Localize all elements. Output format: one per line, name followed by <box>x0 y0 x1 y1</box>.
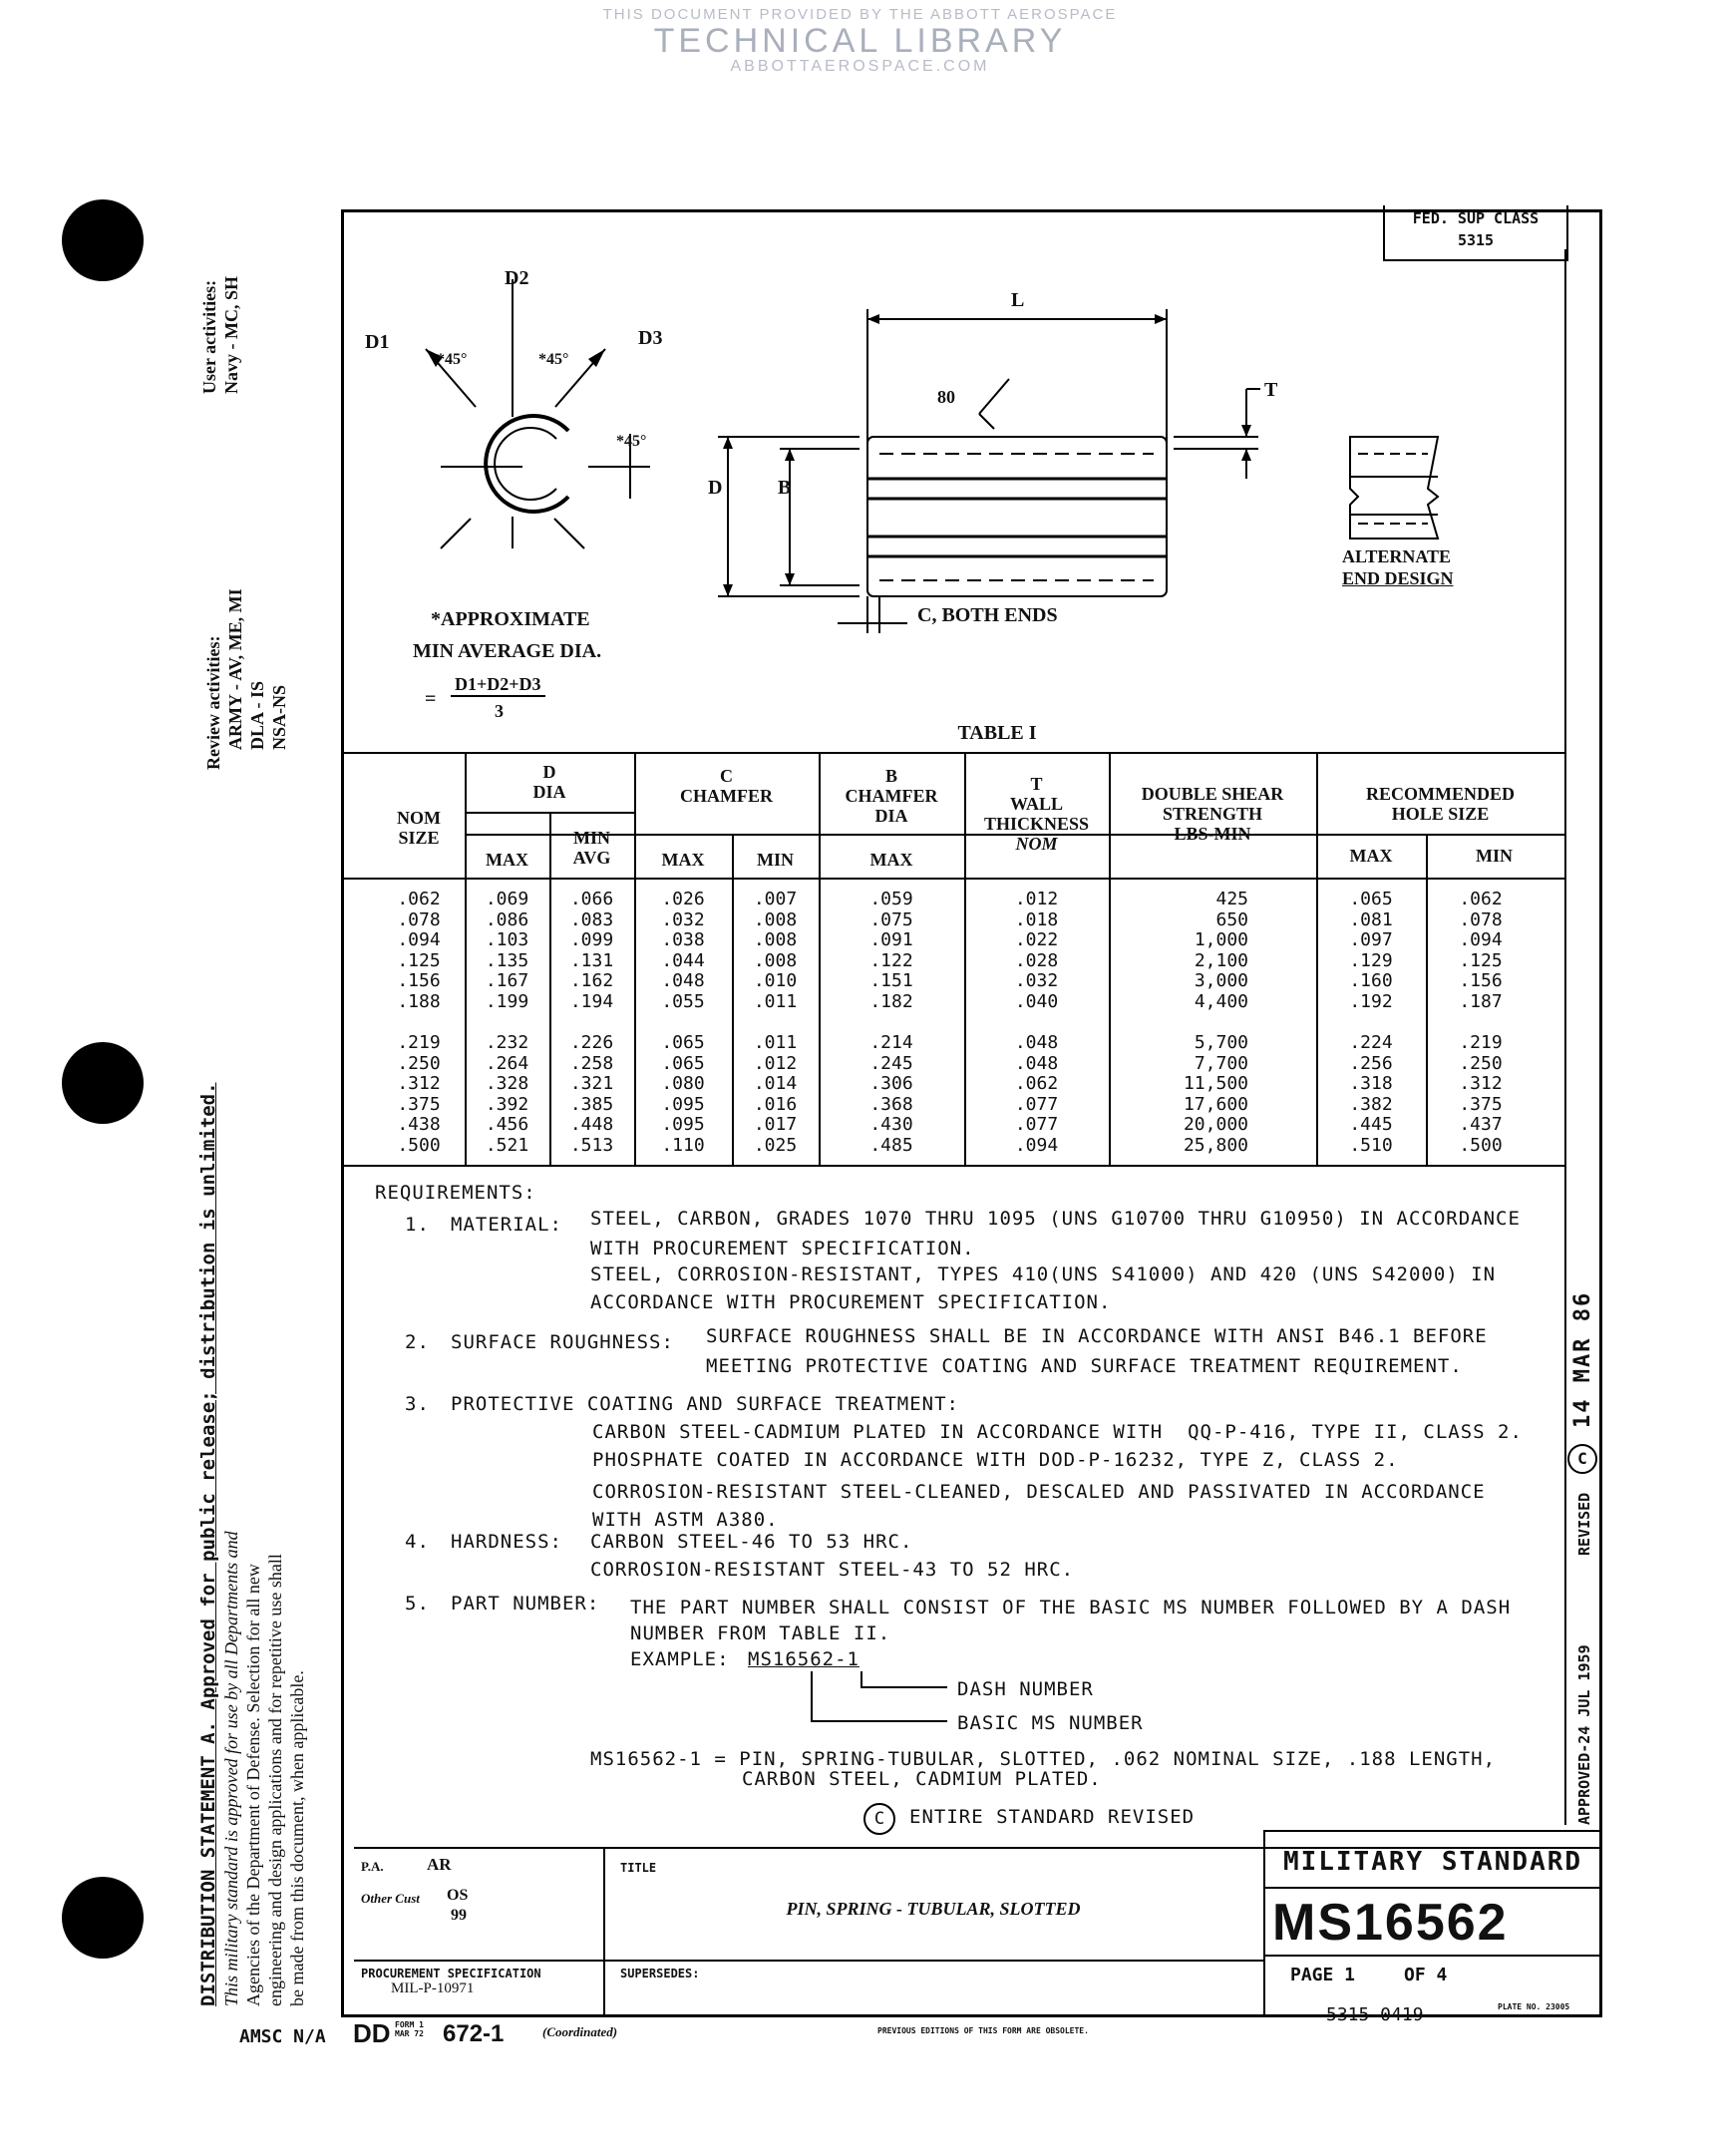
table-cell: .065 <box>661 1052 705 1074</box>
req3-line3: CORROSION-RESISTANT STEEL-CLEANED, DESCALED AND PASSIVATED IN ACCORDANCE <box>592 1481 1486 1503</box>
table-cell: .385 <box>569 1093 614 1115</box>
binder-hole-top <box>62 199 144 281</box>
req5-example-label: EXAMPLE: <box>630 1648 730 1670</box>
table-cell: .445 <box>1349 1114 1393 1136</box>
angle-label-left: *45° <box>437 351 468 368</box>
table-cell: .017 <box>753 1114 798 1136</box>
col-bmax-g1 <box>819 890 964 1013</box>
label-length: L <box>1011 289 1025 311</box>
table-cell: .028 <box>1014 949 1059 971</box>
req1-number: 1. <box>405 1214 430 1236</box>
example-line2: CARBON STEEL, CADMIUM PLATED. <box>742 1768 1102 1790</box>
col-t-g1 <box>964 890 1109 1013</box>
table-cell: .008 <box>753 908 798 930</box>
header-c-min: MIN <box>757 850 794 870</box>
table-cell: 650 <box>1215 908 1248 930</box>
table-cell: .032 <box>661 908 705 930</box>
req4-line1: CARBON STEEL-46 TO 53 HRC. <box>590 1531 913 1553</box>
header-hole-min: MIN <box>1476 846 1513 866</box>
label-d2: D2 <box>505 267 529 289</box>
table-cell: .156 <box>1459 970 1503 992</box>
procurement-value: MIL-P-10971 <box>391 1980 475 1996</box>
req3-line4: WITH ASTM A380. <box>592 1509 779 1531</box>
req4-label: HARDNESS: <box>451 1531 562 1553</box>
previous-editions-note: PREVIOUS EDITIONS OF THIS FORM ARE OBSOLETE. <box>877 2026 1089 2035</box>
col-dmin-g1 <box>549 890 634 1013</box>
table-cell: .125 <box>1459 949 1503 971</box>
binder-hole-middle <box>62 1042 144 1124</box>
table-cell: .007 <box>753 889 798 909</box>
table-cell: .125 <box>397 949 441 971</box>
table-cell: .065 <box>1349 889 1393 909</box>
distribution-line-3: Agencies of the Department of Defense. Selection for all new <box>243 1564 263 2006</box>
supersedes-label: SUPERSEDES: <box>620 1967 700 1980</box>
military-standard-label: MILITARY STANDARD <box>1282 1847 1583 1877</box>
other-cust-label: Other Cust <box>361 1891 420 1906</box>
table-cell: .131 <box>569 949 614 971</box>
pa-value: AR <box>427 1855 452 1874</box>
table-cell: .022 <box>1014 929 1059 951</box>
table-cell: .392 <box>485 1093 529 1115</box>
header-b-max: MAX <box>869 850 913 870</box>
req5-line2: NUMBER FROM TABLE II. <box>630 1622 891 1644</box>
col-cmax-g2 <box>634 1033 732 1157</box>
table-cell: .312 <box>397 1073 441 1095</box>
col-dmax-g2 <box>465 1033 549 1157</box>
req3-label: PROTECTIVE COATING AND SURFACE TREATMENT: <box>451 1393 959 1415</box>
chamfer-note: C, BOTH ENDS <box>917 604 1058 626</box>
table-cell: 425 <box>1215 889 1248 909</box>
table-cell: .048 <box>1014 1052 1059 1074</box>
table-cell: .065 <box>661 1032 705 1053</box>
req5-line1: THE PART NUMBER SHALL CONSIST OF THE BASIC MS NUMBER FOLLOWED BY A DASH <box>630 1597 1512 1618</box>
plate-number: PLATE NO. 23005 <box>1498 2002 1570 2011</box>
library-title: TECHNICAL LIBRARY <box>653 22 1067 60</box>
table-cell: .016 <box>753 1093 798 1115</box>
table-cell: .083 <box>569 908 614 930</box>
table-cell: .129 <box>1349 949 1393 971</box>
table-cell: .110 <box>661 1134 705 1156</box>
table-cell: .448 <box>569 1114 614 1136</box>
header-hole-max: MAX <box>1349 846 1393 866</box>
fed-sup-class-value: 5315 <box>1457 231 1495 249</box>
table-d-subborder <box>465 812 634 814</box>
revised-circle-icon: C <box>1567 1444 1597 1474</box>
other-cust-value-1: OS <box>447 1887 469 1904</box>
alternate-end-1: ALTERNATE <box>1342 546 1452 566</box>
req1-line1: STEEL, CARBON, GRADES 1070 THRU 1095 (UNS G10700 THRU G10950) IN ACCORDANCE <box>590 1208 1521 1230</box>
title-block-page-top <box>1263 1830 1602 1832</box>
table-cell: .245 <box>869 1052 913 1074</box>
req2-line2: MEETING PROTECTIVE COATING AND SURFACE TREATMENT REQUIREMENT. <box>706 1355 1463 1377</box>
distribution-line-4: engineering and design applications and for repetitive use shall <box>265 1554 285 2006</box>
alternate-end-2: END DESIGN <box>1342 568 1454 588</box>
table-cell: .012 <box>1014 889 1059 909</box>
table-cell: .081 <box>1349 908 1393 930</box>
dd-form-date: FORM 1 MAR 72 <box>395 2020 424 2038</box>
req5-number: 5. <box>405 1593 430 1615</box>
table-cell: .011 <box>753 990 798 1012</box>
table-cell: .078 <box>397 908 441 930</box>
review-activities-label: Review activities: <box>203 635 223 770</box>
amsc-note: AMSC N/A <box>239 2026 326 2047</box>
table-bottom-border <box>341 1165 1564 1167</box>
table-cell: .018 <box>1014 908 1059 930</box>
title-block-ms-divider <box>1263 1887 1602 1889</box>
req1-line2: WITH PROCUREMENT SPECIFICATION. <box>590 1238 975 1259</box>
distribution-line-2: This military standard is approved for use by all Departments and <box>221 1531 241 2006</box>
table-cell: .091 <box>869 929 913 951</box>
col-shear-g2 <box>1109 1033 1248 1157</box>
table-cell: .048 <box>1014 1032 1059 1053</box>
document-code: 5315-0419 <box>1326 2004 1424 2025</box>
table-cell: .250 <box>1459 1052 1503 1074</box>
review-list-1: ARMY - AV, ME, MI <box>225 588 245 750</box>
table-cell: .008 <box>753 949 798 971</box>
approved-date: APPROVED-24 JUL 1959 <box>1575 1644 1593 1825</box>
table-cell: .513 <box>569 1134 614 1156</box>
table-cell: .066 <box>569 889 614 909</box>
table-cell: .094 <box>1459 929 1503 951</box>
header-hole-size: RECOMMENDED HOLE SIZE <box>1366 784 1515 824</box>
table-cell: .038 <box>661 929 705 951</box>
table-cell: .012 <box>753 1052 798 1074</box>
table-cell: .135 <box>485 949 529 971</box>
label-d3: D3 <box>638 327 663 349</box>
col-nom-g1 <box>379 890 459 1013</box>
col-hmin-g2 <box>1426 1033 1536 1157</box>
coordinated-note: (Coordinated) <box>542 2024 618 2039</box>
title-block-lower <box>354 1960 1263 1962</box>
page-total: OF 4 <box>1404 1965 1448 1985</box>
header-c: C CHAMFER <box>680 766 773 806</box>
revised-label: REVISED <box>1575 1492 1593 1556</box>
table-cell: .250 <box>397 1052 441 1074</box>
table-cell: .182 <box>869 990 913 1012</box>
table-cell: 4,400 <box>1194 990 1248 1012</box>
req4-number: 4. <box>405 1531 430 1553</box>
user-activities-label: User activities: <box>199 279 219 394</box>
req2-label: SURFACE ROUGHNESS: <box>451 1331 674 1353</box>
title-block-col-1 <box>603 1847 605 2017</box>
header-d: D DIA <box>532 762 566 802</box>
table-cell: .077 <box>1014 1114 1059 1136</box>
title-block-page-divider <box>1263 1955 1602 1957</box>
table-cell: .192 <box>1349 990 1393 1012</box>
table-top-border <box>341 752 1564 754</box>
table-cell: .306 <box>869 1073 913 1095</box>
table-cell: .328 <box>485 1073 529 1095</box>
dd-form-label: DD <box>353 2018 391 2048</box>
right-strip-divider <box>1564 249 1566 1825</box>
distribution-statement: DISTRIBUTION STATEMENT A. Approved for public release; distribution is unlimited. <box>197 1082 219 2006</box>
table-cell: .521 <box>485 1134 529 1156</box>
library-url: ABBOTTAEROSPACE.COM <box>730 58 990 75</box>
table-cell: .014 <box>753 1073 798 1095</box>
table-hole-subborder <box>1316 834 1564 836</box>
basic-ms-label: BASIC MS NUMBER <box>957 1712 1144 1734</box>
table-cell: .008 <box>753 929 798 951</box>
table-cell: 2,100 <box>1194 949 1248 971</box>
table-cell: .500 <box>397 1134 441 1156</box>
table-cell: .160 <box>1349 970 1393 992</box>
req2-line1: SURFACE ROUGHNESS SHALL BE IN ACCORDANCE WITH ANSI B46.1 BEFORE <box>706 1325 1488 1347</box>
table-cell: .224 <box>1349 1032 1393 1053</box>
table-cell: .226 <box>569 1032 614 1053</box>
table-cell: .026 <box>661 889 705 909</box>
table-cell: .437 <box>1459 1114 1503 1136</box>
formula-denominator: 3 <box>495 701 504 721</box>
table-cell: .485 <box>869 1134 913 1156</box>
req5-example: MS16562-1 <box>748 1648 860 1670</box>
table-cell: .011 <box>753 1032 798 1053</box>
table-cell: .438 <box>397 1114 441 1136</box>
table-cell: .077 <box>1014 1093 1059 1115</box>
table-cell: .048 <box>661 970 705 992</box>
angle-label-lower: *45° <box>616 433 647 450</box>
table-cell: .312 <box>1459 1073 1503 1095</box>
copyright-circle-icon: C <box>863 1803 895 1835</box>
dd-form-number: 672-1 <box>443 2020 505 2047</box>
label-wall-t: T <box>1264 379 1278 401</box>
formula-numerator: D1+D2+D3 <box>451 674 545 697</box>
table-cell: .062 <box>397 889 441 909</box>
example-line1: MS16562-1 = PIN, SPRING-TUBULAR, SLOTTED, .062 NOMINAL SIZE, .188 LENGTH, <box>590 1748 1497 1770</box>
table-cell: .103 <box>485 929 529 951</box>
header-double-shear: DOUBLE SHEAR STRENGTH LBS-MIN <box>1141 784 1284 844</box>
binder-hole-bottom <box>62 1877 144 1959</box>
col-hmax-g1 <box>1316 890 1426 1013</box>
req1-label: MATERIAL: <box>451 1214 562 1236</box>
angle-label-right: *45° <box>538 351 569 368</box>
document-title: PIN, SPRING - TUBULAR, SLOTTED <box>786 1899 1081 1919</box>
req3-line1: CARBON STEEL-CADMIUM PLATED IN ACCORDANCE WITH QQ-P-416, TYPE II, CLASS 2. <box>592 1421 1523 1443</box>
table-cell: .062 <box>1014 1073 1059 1095</box>
pin-drawing <box>341 249 1562 748</box>
table-cell: .318 <box>1349 1073 1393 1095</box>
table-cell: .075 <box>869 908 913 930</box>
provider-line: THIS DOCUMENT PROVIDED BY THE ABBOTT AEROSPACE <box>602 6 1118 23</box>
table-cell: 17,600 <box>1183 1093 1248 1115</box>
table-cell: .256 <box>1349 1052 1393 1074</box>
review-list-3: NSA-NS <box>269 684 289 750</box>
table-cell: .194 <box>569 990 614 1012</box>
table-cell: 7,700 <box>1194 1052 1248 1074</box>
col-cmax-g1 <box>634 890 732 1013</box>
header-t: T WALL THICKNESS NOM <box>983 774 1090 854</box>
procurement-label: PROCUREMENT SPECIFICATION <box>361 1967 541 1980</box>
table-cell: .078 <box>1459 908 1503 930</box>
table-cell: .059 <box>869 889 913 909</box>
table-cell: .232 <box>485 1032 529 1053</box>
req4-line2: CORROSION-RESISTANT STEEL-43 TO 52 HRC. <box>590 1559 1075 1581</box>
table-cell: .456 <box>485 1114 529 1136</box>
distribution-line-5: be made from this document, when applicable. <box>287 1670 307 2006</box>
col-nom-g2 <box>379 1033 459 1157</box>
table-cell: .219 <box>1459 1032 1503 1053</box>
table-cell: .044 <box>661 949 705 971</box>
header-c-max: MAX <box>661 850 705 870</box>
ms-number: MS16562 <box>1272 1894 1509 1952</box>
dash-number-label: DASH NUMBER <box>957 1678 1094 1700</box>
table-cell: .062 <box>1459 889 1503 909</box>
table-cell: .368 <box>869 1093 913 1115</box>
label-roughness: 80 <box>937 387 955 407</box>
table-cell: .264 <box>485 1052 529 1074</box>
table-cell: .375 <box>1459 1093 1503 1115</box>
entire-standard-revised: ENTIRE STANDARD REVISED <box>909 1806 1196 1828</box>
page-number: PAGE 1 <box>1290 1965 1356 1985</box>
table-cell: .199 <box>485 990 529 1012</box>
fed-sup-class-label: FED. SUP CLASS <box>1412 209 1540 227</box>
table-cell: .188 <box>397 990 441 1012</box>
col-dmin-g2 <box>549 1033 634 1157</box>
table-cell: .055 <box>661 990 705 1012</box>
table-cell: .095 <box>661 1093 705 1115</box>
table-cell: .097 <box>1349 929 1393 951</box>
table-cell: .258 <box>569 1052 614 1074</box>
user-activities-list: Navy - MC, SH <box>221 276 241 394</box>
table-cell: .162 <box>569 970 614 992</box>
col-shear-g1 <box>1109 890 1248 1013</box>
formula-equals: = <box>425 688 437 710</box>
table-cell: 20,000 <box>1183 1114 1248 1136</box>
review-list-2: DLA - IS <box>247 680 267 750</box>
req1-line3: STEEL, CORROSION-RESISTANT, TYPES 410(UNS S41000) AND 420 (UNS S42000) IN <box>590 1263 1497 1285</box>
label-d1: D1 <box>365 331 390 353</box>
table-header-bottom <box>341 878 1564 880</box>
req5-label: PART NUMBER: <box>451 1593 600 1615</box>
col-t-g2 <box>964 1033 1109 1157</box>
table-cell: .010 <box>753 970 798 992</box>
table-cell: .080 <box>661 1073 705 1095</box>
col-hmin-g1 <box>1426 890 1536 1013</box>
revised-date: 14 MAR 86 <box>1570 1290 1595 1428</box>
col-hmax-g2 <box>1316 1033 1426 1157</box>
table-cell: .094 <box>397 929 441 951</box>
label-diameter-d: D <box>708 477 723 499</box>
table-cell: .510 <box>1349 1134 1393 1156</box>
table-cell: .430 <box>869 1114 913 1136</box>
table-cell: .167 <box>485 970 529 992</box>
table-cell: .500 <box>1459 1134 1503 1156</box>
requirements-heading: REQUIREMENTS: <box>375 1182 536 1204</box>
header-nom-size: NOM SIZE <box>397 808 441 848</box>
table-title: TABLE I <box>957 722 1037 744</box>
table-cell: .382 <box>1349 1093 1393 1115</box>
table-cell: .025 <box>753 1134 798 1156</box>
table-cell: 1,000 <box>1194 929 1248 951</box>
approx-note-2: MIN AVERAGE DIA. <box>413 640 602 662</box>
table-cell: .187 <box>1459 990 1503 1012</box>
table-cell: .086 <box>485 908 529 930</box>
table-cell: .069 <box>485 889 529 909</box>
col-dmax-g1 <box>465 890 549 1013</box>
table-cell: .219 <box>397 1032 441 1053</box>
table-cell: .151 <box>869 970 913 992</box>
col-cmin-g2 <box>732 1033 819 1157</box>
table-cell: .040 <box>1014 990 1059 1012</box>
table-cell: .094 <box>1014 1134 1059 1156</box>
table-cell: .099 <box>569 929 614 951</box>
table-cell: .375 <box>397 1093 441 1115</box>
table-cell: .095 <box>661 1114 705 1136</box>
col-bmax-g2 <box>819 1033 964 1157</box>
table-cell: .214 <box>869 1032 913 1053</box>
col-cmin-g1 <box>732 890 819 1013</box>
table-cell: 3,000 <box>1194 970 1248 992</box>
table-cell: .156 <box>397 970 441 992</box>
other-cust-value-2: 99 <box>451 1907 467 1924</box>
req3-number: 3. <box>405 1393 430 1415</box>
title-label: TITLE <box>620 1861 657 1875</box>
header-b: B CHAMFER DIA <box>845 766 938 826</box>
table-cell: 5,700 <box>1194 1032 1248 1053</box>
part-number-callout <box>778 1671 967 1741</box>
table-cell: .032 <box>1014 970 1059 992</box>
table-cell: 11,500 <box>1183 1073 1248 1095</box>
label-chamfer-b: B <box>778 477 792 499</box>
header-d-max: MAX <box>486 850 528 870</box>
header-d-min-avg: MIN AVG <box>572 828 611 868</box>
pa-label: P.A. <box>361 1859 384 1874</box>
req2-number: 2. <box>405 1331 430 1353</box>
table-cell: 25,800 <box>1183 1134 1248 1156</box>
approx-note-1: *APPROXIMATE <box>431 608 590 630</box>
table-cell: .122 <box>869 949 913 971</box>
req3-line2: PHOSPHATE COATED IN ACCORDANCE WITH DOD-P-16232, TYPE Z, CLASS 2. <box>592 1449 1399 1471</box>
table-cell: .321 <box>569 1073 614 1095</box>
req1-line4: ACCORDANCE WITH PROCUREMENT SPECIFICATION. <box>590 1291 1112 1313</box>
